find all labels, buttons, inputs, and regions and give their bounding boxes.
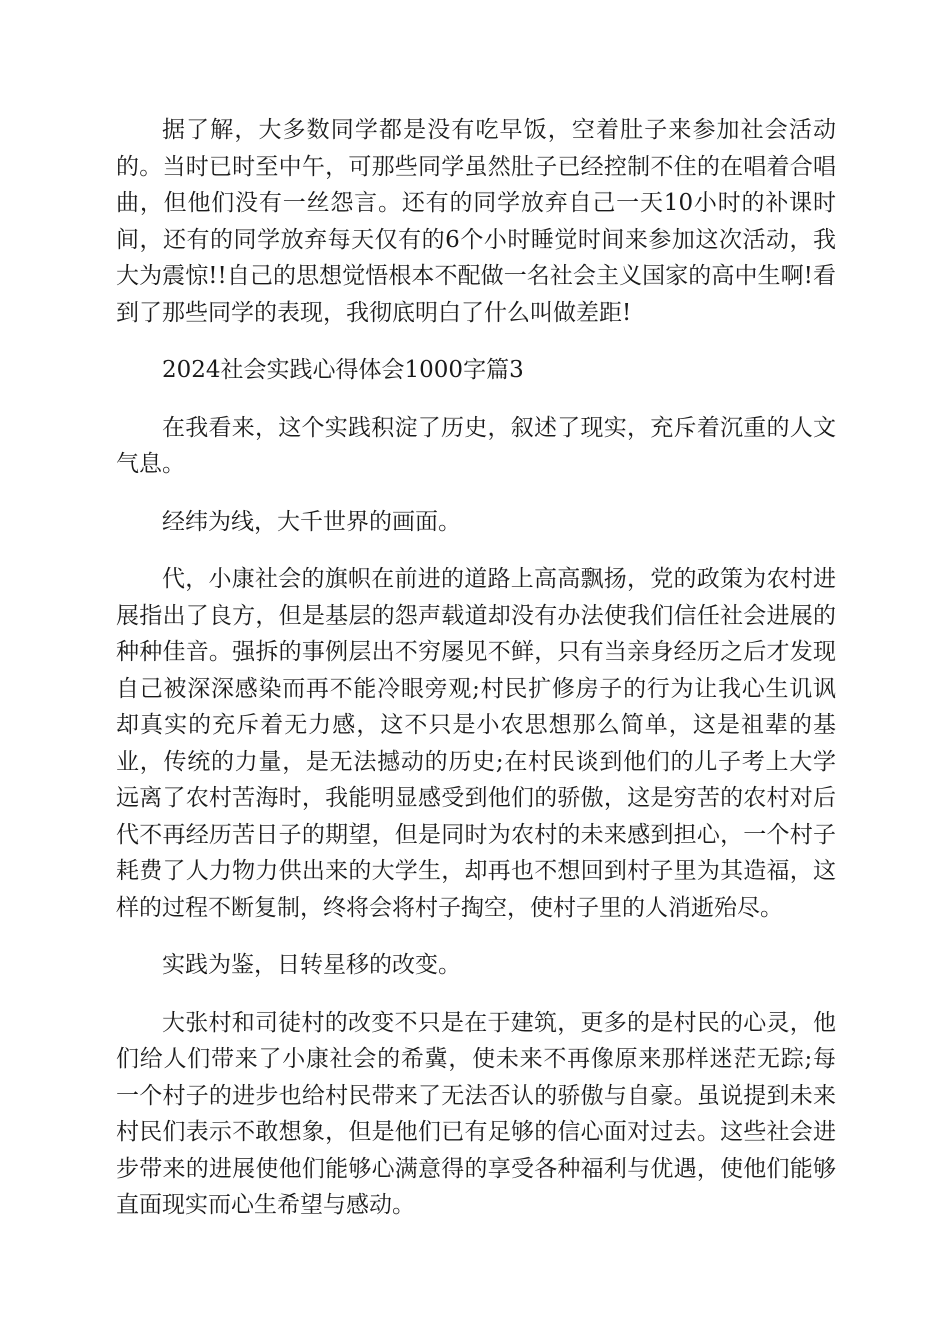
paragraph-4: 代，小康社会的旗帜在前进的道路上高高飘扬，党的政策为农村进展指出了良方，但是基层的怨声载道却没有办法使我们信任社会进展的种种佳音。强拆的事例层出不穷屡见不鲜，只有当亲身经历之后才发现自己被深深感染而再不能冷眼旁观;村民扩修房子的行为让我心生讥讽却真实的充斥着无力感，这不只是小农思想那么简单，这是祖辈的基业，传统的力量，是无法撼动的历史;在村民谈到他们的儿子考上大学远离了农村苦海时，我能明显感受到他们的骄傲，这是穷苦的农村对后代不再经历苦日子的期望，但是同时为农村的未来感到担心，一个村子耗费了人力物力供出来的大学生，却再也不想回到村子里为其造福，这样的过程不断复制，终将会将村子掏空，使村子里的人消逝殆尽。 [116,566,836,921]
paragraph-3: 经纬为线，大千世界的画面。 [162,508,461,535]
paragraph-2: 在我看来，这个实践积淀了历史，叙述了现实，充斥着沉重的人文气息。 [116,414,836,477]
document-body [116,112,836,1245]
paragraph-5: 实践为鉴，日转星移的改变。 [162,952,461,978]
paragraph-1: 据了解，大多数同学都是没有吃早饭，空着肚子来参加社会活动的。当时已时至中午，可那些同学虽然肚子已经控制不住的在唱着合唱曲，但他们没有一丝怨言。还有的同学放弃自己一天10小时的补课时间，还有的同学放弃每天仅有的6个小时睡觉时间来参加这次活动，我大为震惊!!自己的思想觉悟根本不配做一名社会主义国家的高中生啊!看到了那些同学的表现，我彻底明白了什么叫做差距! [116,117,836,326]
paragraph-6: 大张村和司徒村的改变不只是在于建筑，更多的是村民的心灵，他们给人们带来了小康社会的希冀，使未来不再像原来那样迷茫无踪;每一个村子的进步也给村民带来了无法否认的骄傲与自豪。虽说提到未来村民们表示不敢想象，但是他们已有足够的信心面对过去。这些社会进步带来的进展使他们能够心满意得的享受各种福利与优遇，使他们能够直面现实而心生希望与感动。 [116,1009,836,1218]
section-heading: 2024社会实践心得体会1000字篇3 [162,357,524,383]
